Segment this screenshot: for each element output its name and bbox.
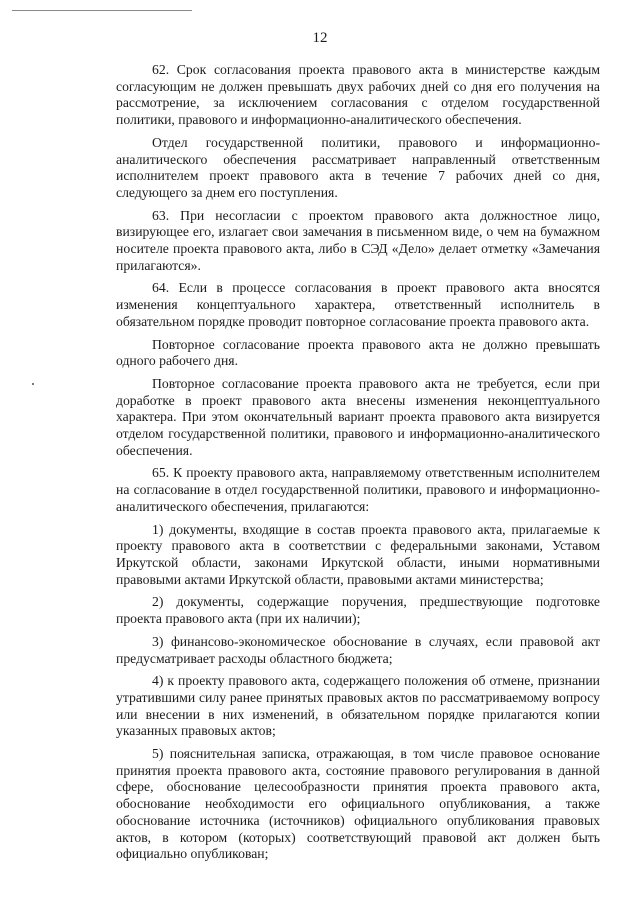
margin-mark: [32, 383, 34, 385]
paragraph-64-exception: Повторное согласование проекта правового акта не требуется, если при доработке в проект правового акта внесены изменения неконцептуального характера. При этом окончательный вариант проекта правового акта визируется отделом государственной политики, правового и информационно-аналитического обеспечения.: [116, 375, 600, 458]
list-item-4: 4) к проекту правового акта, содержащего положения об отмене, признании утратившими силу ранее принятых правовых актов по рассматриваемому вопросу или внесении в них изменений, в обязательном порядке прилагаются копии указанных правовых актов;: [116, 673, 600, 739]
list-item-3: 3) финансово-экономическое обоснование в случаях, если правовой акт предусматривает расходы областного бюджета;: [116, 633, 600, 666]
paragraph-63: 63. При несогласии с проектом правового акта должностное лицо, визирующее его, излагает свои замечания в письменном виде, о чем на бумажном носителе проекта правового акта, либо в СЭД «Дело» делает отметку «Замечания прилагаются».: [116, 207, 600, 273]
paragraph-65: 65. К проекту правового акта, направляемому ответственным исполнителем на согласование в отдел государственной политики, правового и информационно-аналитического обеспечения, прилагаются:: [116, 465, 600, 514]
top-rule: [12, 10, 192, 11]
paragraph-62-review: Отдел государственной политики, правового и информационно-аналитического обеспечения рассматривает направленный ответственным исполнителем проект правового акта в течение 7 рабочих дней со дня, следующего за днем его поступления.: [116, 134, 600, 200]
page-number: 12: [312, 30, 328, 46]
document-body: [116, 62, 600, 869]
paragraph-64-duration: Повторное согласование проекта правового акта не должно превышать одного рабочего дня.: [116, 336, 600, 369]
paragraph-64: 64. Если в процессе согласования в проект правового акта вносятся изменения концептуального характера, ответственный исполнитель в обязательном порядке проводит повторное согласование проекта правового акта.: [116, 280, 600, 329]
list-item-5: 5) пояснительная записка, отражающая, в том числе правовое основание принятия проекта правового акта, состояние правового регулирования в данной сфере, обоснование целесообразности принятия проекта правового акта, обоснование необходимости его официального опубликования, а также обоснование источника (источников) официального опубликования правовых актов, в котором (которых) соответствующий правовой акт должен быть официально опубликован;: [116, 746, 600, 862]
list-item-1: 1) документы, входящие в состав проекта правового акта, прилагаемые к проекту правового акта в соответствии с федеральными законами, Уставом Иркутской области, законами Иркутской области, иными нормативными правовыми актами Иркутской области, правовыми актами министерства;: [116, 521, 600, 587]
list-item-2: 2) документы, содержащие поручения, предшествующие подготовке проекта правового акта (при их наличии);: [116, 594, 600, 627]
paragraph-62: 62. Срок согласования проекта правового акта в министерстве каждым согласующим не должен превышать двух рабочих дней со дня его получения на рассмотрение, за исключением согласования с отделом государственной политики, правового и информационно-аналитического обеспечения.: [116, 62, 600, 128]
